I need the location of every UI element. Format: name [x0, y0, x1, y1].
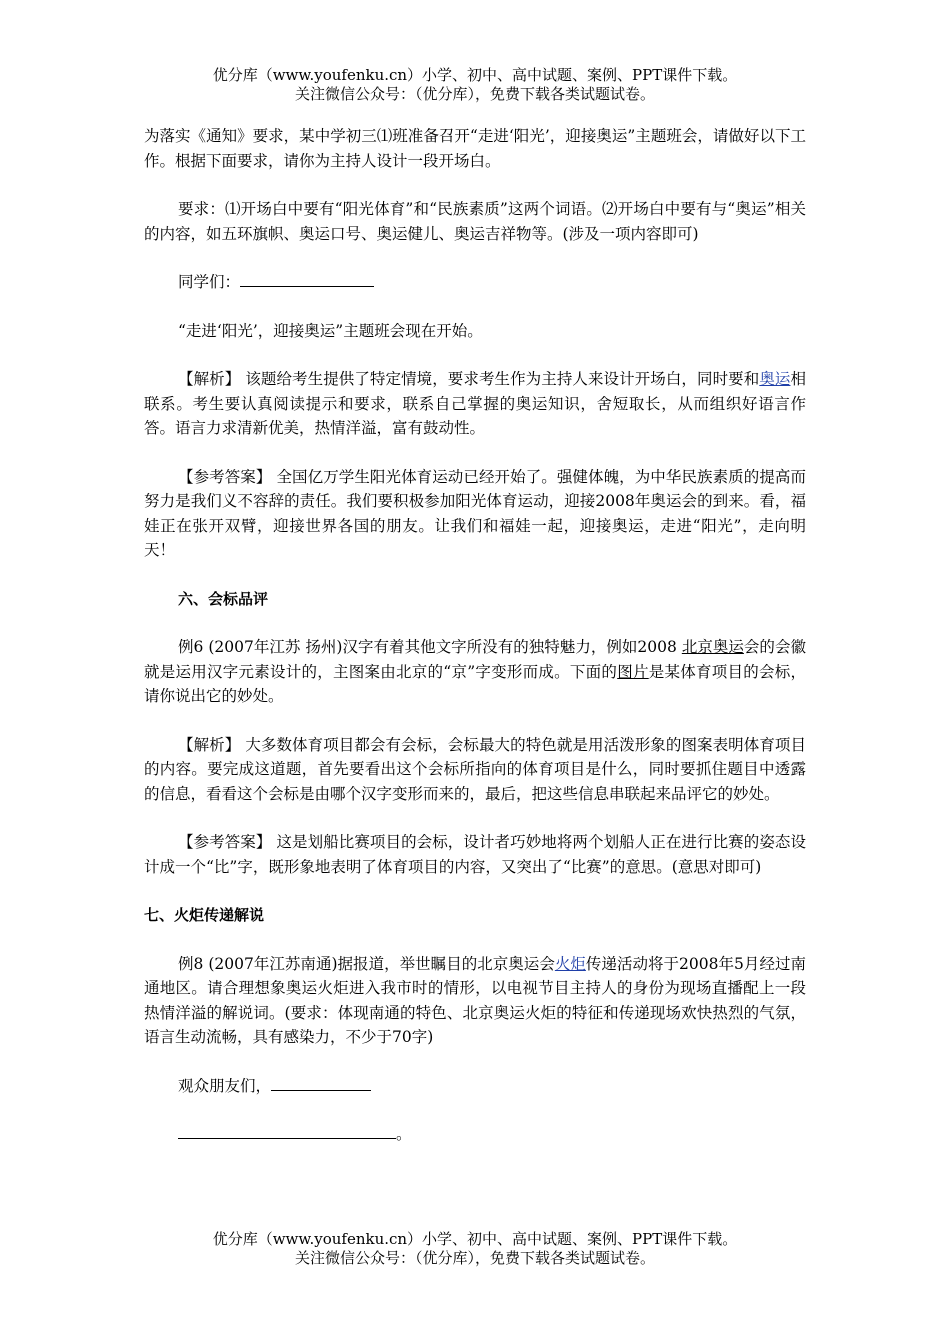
section7-example — [144, 952, 806, 1050]
section7-blank-line — [144, 1122, 806, 1147]
answer-text: 全国亿万学生阳光体育运动已经开始了。强健体魄，为中华民族素质的提高而努力是我们义不容辞的责任。我们要积极参加阳光体育运动，迎接2008年奥运会的到来。看，福娃正在张开双臂，迎接世界各国的朋友。让我们和福娃一起，迎接奥运，走进“阳光”，走向明天！ — [144, 467, 806, 559]
answer-label: 【参考答案】 — [178, 467, 272, 486]
section6-answer — [144, 830, 806, 879]
answer-text: 这是划船比赛项目的会标，设计者巧妙地将两个划船人正在进行比赛的姿态设计成一个“比”字，既形象地表明了体育项目的内容，又突出了“比赛”的意思。(意思对即可) — [144, 833, 806, 876]
analysis-label: 【解析】 — [178, 735, 241, 754]
answer-blank[interactable] — [240, 272, 374, 287]
greeting-text: 观众朋友们， — [178, 1076, 272, 1095]
end-mark: 。 — [396, 1125, 412, 1143]
example-text-2: 会的会徽就是运用汉字元素设计的，主图案由北京的“京”字变形而成。下面的 — [144, 638, 806, 681]
greeting-text: 同学们： — [178, 273, 241, 291]
section5-closing: “走进‘阳光’，迎接奥运”主题班会现在开始。 — [178, 321, 483, 340]
analysis-text: 大多数体育项目都会有会标，会标最大的特色就是用活泼形象的图案表明体育项目的内容。要完成这道题，首先要看出这个会标所指向的体育项目是什么，同时要抓住题目中透露的信息，看看这个会标是由哪个汉字变形而来的，最后，把这些信息串联起来品评它的妙处。 — [144, 735, 806, 803]
example-text-2: 传递活动将于2008年5月经过南通地区。请合理想象奥运火炬进入我市时的情形，以电视节目主持人的身份为现场直播配上一段热情洋溢的解说词。(要求：体现南通的特色、北京奥运火炬的特征和传递现场欢快热烈的气氛，语言生动流畅，具有感染力，不少于70字) — [144, 954, 806, 1046]
section6-analysis — [144, 733, 806, 807]
answer-blank-long[interactable] — [178, 1124, 396, 1139]
footer-line-2: 关注微信公众号：（优分库），免费下载各类试题试卷。 — [294, 1249, 655, 1267]
answer-blank[interactable] — [271, 1076, 371, 1091]
section5-intro: 为落实《通知》要求，某中学初三⑴班准备召开“走进‘阳光’，迎接奥运”主题班会，请做好以下工作。根据下面要求，请你为主持人设计一段开场白。 — [144, 127, 806, 170]
document-body — [144, 124, 806, 1171]
picture-link[interactable]: 图片 — [617, 662, 649, 681]
page-header — [0, 66, 950, 104]
section7-heading: 七、火炬传递解说 — [144, 906, 265, 924]
page-footer — [0, 1230, 950, 1268]
analysis-text-1: 该题给考生提供了特定情境，要求考生作为主持人来设计开场白，同时要和 — [240, 370, 760, 388]
section6-example — [144, 635, 806, 709]
olympics-link[interactable]: 奥运 — [759, 370, 791, 388]
torch-link[interactable]: 火炬 — [554, 954, 586, 973]
example-text-1: 例8 (2007年江苏南通)据报道，举世瞩目的北京奥运会 — [178, 954, 555, 973]
section7-greeting-line — [144, 1074, 806, 1099]
section5-greeting-line — [144, 270, 806, 295]
section5-analysis — [144, 367, 806, 441]
section5-answer — [144, 465, 806, 563]
footer-line-1: 优分库（www.youfenku.cn）小学、初中、高中试题、案例、PPT课件下载。 — [212, 1230, 738, 1248]
example-text-1: 例6 (2007年江苏 扬州)汉字有着其他文字所没有的独特魅力，例如2008 — [178, 638, 682, 656]
analysis-label: 【解析】 — [178, 370, 241, 388]
answer-label: 【参考答案】 — [178, 833, 272, 851]
header-line-1: 优分库（www.youfenku.cn）小学、初中、高中试题、案例、PPT课件下载。 — [212, 66, 738, 84]
beijing-olympics-link[interactable]: 北京奥运 — [681, 638, 744, 656]
analysis-text-2: 相联系。考生要认真阅读提示和要求，联系自己掌握的奥运知识，舍短取长，从而组织好语言作答。语言力求清新优美，热情洋溢，富有鼓动性。 — [144, 370, 806, 437]
section6-heading: 六、会标品评 — [178, 589, 269, 608]
section5-requirements: 要求：⑴开场白中要有“阳光体育”和“民族素质”这两个词语。⑵开场白中要有与“奥运”相关的内容，如五环旗帜、奥运口号、奥运健儿、奥运吉祥物等。(涉及一项内容即可) — [144, 200, 806, 243]
header-line-2: 关注微信公众号：（优分库），免费下载各类试题试卷。 — [294, 85, 655, 103]
example-text-3: 是某体育项目的会标，请你说出它的妙处。 — [144, 662, 806, 705]
